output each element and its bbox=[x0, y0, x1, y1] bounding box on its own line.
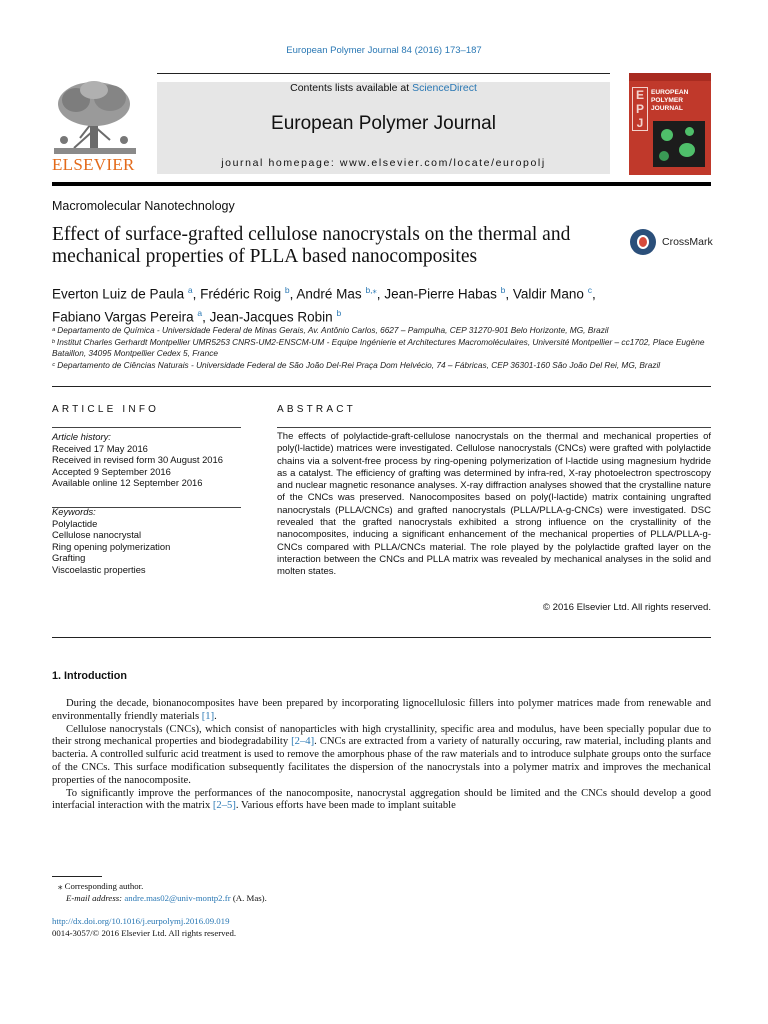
author-name: Jean-Jacques Robin bbox=[209, 309, 333, 324]
author-list bbox=[52, 281, 712, 326]
cover-letter: E bbox=[635, 88, 644, 102]
paragraph-text: During the decade, bionanocomposites have been prepared by incorporating lignocellulosic fillers into polymer matrices made from renewable and environmentally friendly materials bbox=[52, 698, 711, 722]
email-label: E-mail address: bbox=[66, 893, 125, 903]
sciencedirect-link[interactable]: ScienceDirect bbox=[412, 82, 477, 94]
article-info-heading: ARTICLE INFO bbox=[52, 404, 160, 415]
divider bbox=[52, 386, 711, 387]
citation-link[interactable]: [1] bbox=[201, 710, 215, 722]
author-separator: , bbox=[591, 286, 596, 302]
paragraph bbox=[52, 788, 711, 814]
history-label: Article history: bbox=[52, 431, 111, 442]
history-item: Accepted 9 September 2016 bbox=[52, 465, 171, 477]
citation-link[interactable]: [2–5] bbox=[212, 800, 236, 812]
doi-link[interactable]: http://dx.doi.org/10.1016/j.eurpolymj.2016.09.019 bbox=[52, 916, 230, 926]
cover-title-line: JOURNAL bbox=[651, 105, 683, 112]
contents-line bbox=[157, 82, 610, 94]
email-link[interactable]: andre.mas02@univ-montp2.fr bbox=[124, 893, 231, 903]
affiliation: ᵃ Departamento de Química - Universidade Federal de Minas Gerais, Av. Antônio Carlos, 6627 – Pampulha, CEP 31270-901 Belo Horizonte, MG, Brazil bbox=[52, 325, 609, 335]
keyword: Cellulose nanocrystal bbox=[52, 529, 142, 541]
citation-link[interactable]: [2–4] bbox=[291, 736, 315, 748]
doi-block bbox=[52, 915, 236, 939]
header-top-rule bbox=[157, 73, 610, 74]
keyword: Viscoelastic properties bbox=[52, 563, 146, 575]
author-separator: , bbox=[376, 286, 385, 302]
author-separator: , bbox=[202, 309, 210, 324]
crossmark-label: CrossMark bbox=[662, 236, 713, 248]
cover-band bbox=[629, 73, 711, 81]
history-item: Received in revised form 30 August 2016 bbox=[52, 454, 223, 466]
contents-prefix: Contents lists available at bbox=[290, 82, 413, 94]
email-line bbox=[52, 892, 711, 904]
cover-letter: P bbox=[635, 102, 644, 116]
article-section: Macromolecular Nanotechnology bbox=[52, 199, 235, 213]
author-affiliation-mark[interactable]: a bbox=[197, 307, 203, 318]
author-affiliation-mark[interactable]: b bbox=[500, 285, 506, 295]
abstract-text: The effects of polylactide-graft-cellulose nanocrystals on the thermal and mechanical properties of poly(l-lactide) matrices were investigated. Cellulose nanocrystals (CNCs) were grafted with polylactide chains via a solvent-free process by ring-opening polymerization of l-lactide using magnesium hydride as a catalyst. The efficiency of grafting was determined by infra-red, X-ray photoelectron spectroscopy and nuclear magnetic resonance analyses. X-ray diffraction analyses showed that the crystalline nature of the CNCs was preserved. Nanocomposites based on poly(l-lactide) matrix containing ungrafted nanocrystals (PLLA/CNCs) and grafted nanocrystals (PLLA/PLLA-g-CNCs) were investigated. DSC revealed that the grafted nanocrystals exhibited a strong influence on the crystallinity of the nanocomposites, inducing a significant enhancement of the mechanical properties of PLLA/PLLA-g-CNCs compared with PLLA/CNCs material. The role played by the polylactide grafted layer on the interaction between the CNCs and PLLA matrix was revealed by mechanical analyses in the solid and molten states. bbox=[277, 431, 711, 578]
author-affiliation-mark[interactable]: a bbox=[187, 285, 193, 295]
article-title: Effect of surface-grafted cellulose nanocrystals on the thermal and mechanical properties of PLLA based nanocomposites bbox=[52, 224, 571, 267]
header-thick-rule bbox=[52, 182, 711, 186]
footnote bbox=[52, 880, 711, 904]
affiliation: ᶜ Departamento de Ciências Naturais - Universidade Federal de São João Del-Rei Praça Dom Helvécio, 74 – Fábricas, CEP 36301-160 São João Del Rei, MG, Brazil bbox=[52, 359, 661, 370]
paragraph-text: . bbox=[214, 710, 217, 722]
keyword: Ring opening polymerization bbox=[52, 540, 171, 552]
paragraph-text: . CNCs are extracted from a variety of naturally occuring, raw material, including plants and bacteria. A controlled sulfuric acid treatment is used to remove the amorphous phase of the raw materials and to introduce sulphate groups onto the surface of the CNCs. This surface modification subsequently facilitates the dispersion of the nanocrystals into a polymer matrix and improves the mechanical properties of the nanocomposite. bbox=[52, 736, 712, 786]
author-name: Frédéric Roig bbox=[200, 286, 282, 302]
elsevier-tree-icon bbox=[50, 78, 140, 156]
journal-homepage[interactable]: journal homepage: www.elsevier.com/locate/europolj bbox=[221, 157, 546, 169]
cover-epj-monogram bbox=[632, 87, 648, 131]
article-history bbox=[52, 431, 241, 489]
keywords bbox=[52, 506, 241, 576]
cover-title-line: EUROPEAN bbox=[651, 89, 689, 96]
divider bbox=[52, 427, 241, 428]
cover-image bbox=[653, 121, 705, 167]
cover-title-line: POLYMER bbox=[651, 97, 683, 104]
history-item: Received 17 May 2016 bbox=[52, 442, 148, 454]
journal-citation[interactable]: European Polymer Journal 84 (2016) 173–187 bbox=[286, 45, 482, 56]
author-name: Fabiano Vargas Pereira bbox=[52, 309, 194, 324]
crossmark-badge[interactable] bbox=[630, 229, 720, 257]
section-heading-introduction: 1. Introduction bbox=[52, 670, 127, 682]
body-text bbox=[52, 698, 711, 813]
elsevier-logo-text: ELSEVIER bbox=[52, 155, 135, 174]
keyword: Grafting bbox=[52, 552, 86, 564]
corresponding-author: ⁎ Corresponding author. bbox=[58, 881, 144, 891]
author-affiliation-mark[interactable]: c bbox=[587, 285, 592, 295]
issn-line: 0014-3057/© 2016 Elsevier Ltd. All rights reserved. bbox=[52, 928, 237, 938]
author-name: Everton Luiz de Paula bbox=[52, 286, 185, 302]
keywords-label: Keywords: bbox=[52, 506, 96, 517]
paragraph bbox=[52, 724, 711, 788]
abstract-copyright: © 2016 Elsevier Ltd. All rights reserved. bbox=[542, 602, 711, 613]
author-separator: , bbox=[289, 286, 297, 302]
paragraph-text: . Various efforts have been made to implant suitable bbox=[235, 800, 456, 812]
affiliation: ᵇ Institut Charles Gerhardt Montpellier UMR5253 CNRS-UM2-ENSCM-UM - Equipe Ingénierie et Architectures Macromoléculaires, Université Montpellier – cc1702, Place Eugène Bataillon, 34095 Montpellier Cedex 5, France bbox=[52, 336, 705, 358]
journal-cover[interactable] bbox=[629, 73, 711, 175]
footnote-rule bbox=[52, 876, 102, 877]
abstract-heading: ABSTRACT bbox=[277, 404, 356, 415]
paragraph-text: To significantly improve the performances of the nanocomposite, nanocrystal aggregation should be limited and the CNCs should develop a good interfacial interaction with the matrix bbox=[52, 787, 711, 812]
author-separator: , bbox=[505, 286, 513, 302]
author-affiliation-mark[interactable]: b bbox=[284, 285, 290, 295]
history-item: Available online 12 September 2016 bbox=[52, 477, 203, 489]
divider bbox=[52, 637, 711, 638]
divider bbox=[277, 427, 711, 428]
cover-title bbox=[651, 89, 688, 113]
crossmark-icon bbox=[630, 229, 656, 255]
author-name: Valdir Mano bbox=[512, 286, 584, 302]
journal-title: European Polymer Journal bbox=[271, 113, 496, 134]
author-name: Jean-Pierre Habas bbox=[384, 286, 497, 302]
email-suffix: (A. Mas). bbox=[230, 893, 267, 903]
keyword: Polylactide bbox=[52, 517, 98, 529]
affiliations bbox=[52, 325, 712, 371]
paragraph bbox=[52, 698, 711, 724]
paragraph-text: Cellulose nanocrystals (CNCs), which consist of nanoparticles with high crystallinity, specific area and modulus, have been specially popular due to their strong mechanical properties and biodegradability bbox=[52, 723, 711, 748]
cover-letter: J bbox=[636, 116, 644, 130]
author-name: André Mas bbox=[296, 286, 362, 302]
author-separator: , bbox=[192, 286, 201, 302]
author-affiliation-mark[interactable]: b bbox=[336, 307, 342, 318]
author-affiliation-mark[interactable]: b,⁎ bbox=[365, 285, 377, 295]
